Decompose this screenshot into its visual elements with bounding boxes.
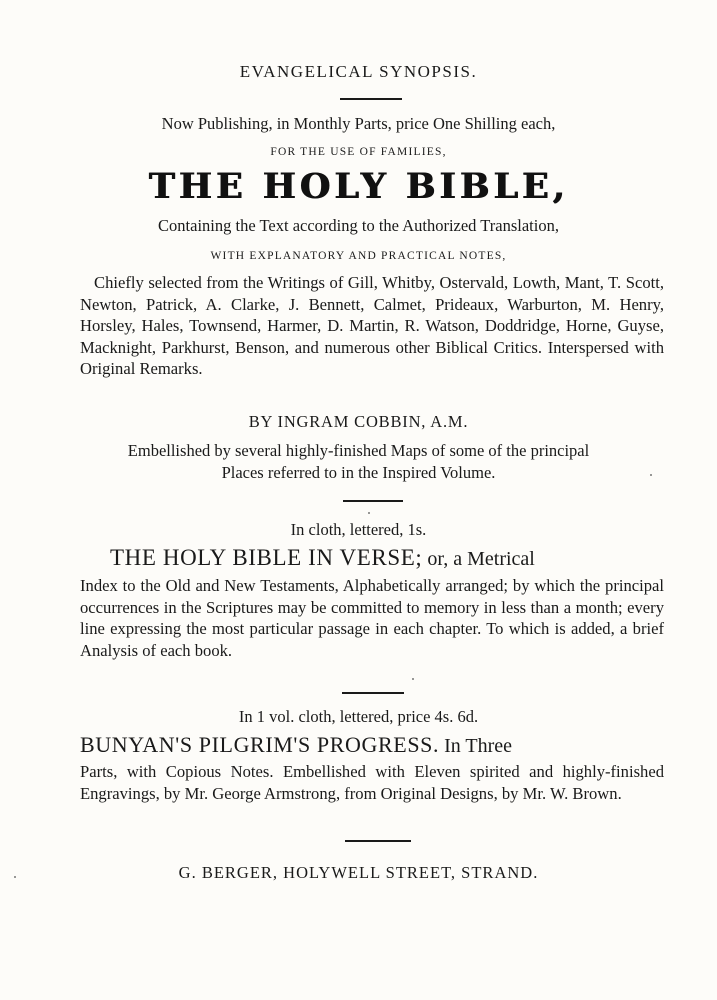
- pilgrim-book-title: BUNYAN'S PILGRIM'S PROGRESS.: [80, 732, 440, 757]
- verse-description: Index to the Old and New Testaments, Alphabetically arranged; by which the principal occurrences in the Scriptures may be committed to memory in less than a month; every line expressing the most particular passage in each chapter. To which is added, a brief Analysis of each book.: [80, 576, 664, 660]
- divider-rule: [343, 500, 403, 502]
- containing-line: Containing the Text according to the Authorized Translation,: [158, 216, 559, 235]
- verse-title-line: [80, 545, 664, 571]
- verse-title-rest: or, a Metrical: [422, 548, 535, 570]
- embellished-line-cont: Places referred to in the Inspired Volume.: [221, 463, 496, 482]
- author-line: BY INGRAM COBBIN, A.M.: [248, 412, 469, 431]
- paper-speck: [14, 876, 16, 878]
- pilgrim-price-line: In 1 vol. cloth, lettered, price 4s. 6d.: [238, 707, 479, 726]
- divider-rule: [342, 692, 404, 694]
- for-families-line: FOR THE USE OF FAMILIES,: [270, 146, 447, 158]
- notes-line: WITH EXPLANATORY AND PRACTICAL NOTES,: [210, 250, 507, 262]
- paper-speck: [412, 678, 414, 680]
- pilgrim-description: Parts, with Copious Notes. Embellished with Eleven spirited and highly-finished Engravings, by Mr. George Armstrong, from Original Designs, by Mr. W. Brown.: [80, 762, 664, 803]
- verse-price-line: In cloth, lettered, 1s.: [290, 520, 427, 539]
- divider-rule: [340, 98, 402, 100]
- pilgrim-title-rest: In Three: [439, 735, 513, 757]
- paper-speck: [650, 474, 652, 476]
- embellished-line: Embellished by several highly-finished Maps of some of the principal: [127, 441, 590, 460]
- publisher-imprint: G. BERGER, HOLYWELL STREET, STRAND.: [178, 863, 539, 882]
- commentators-paragraph: Chiefly selected from the Writings of Gill, Whitby, Ostervald, Lowth, Mant, T. Scott, Newton, Patrick, A. Clarke, J. Bennett, Calmet, Prideaux, Warburton, M. Henry, Horsley, Hales, Townsend, Harmer, D. Martin, R. Watson, Doddridge, Horne, Guyse, Macknight, Parkhurst, Benson, and numerous other Biblical Critics. Interspersed with Original Remarks.: [80, 273, 664, 379]
- publishing-line: Now Publishing, in Monthly Parts, price One Shilling each,: [161, 114, 556, 133]
- page-heading: EVANGELICAL SYNOPSIS.: [239, 62, 478, 81]
- divider-rule: [345, 840, 411, 842]
- book-title-holy-bible: THE HOLY BIBLE,: [148, 166, 569, 207]
- pilgrim-title-line: [80, 732, 664, 758]
- paper-speck: [368, 512, 370, 514]
- verse-book-title: THE HOLY BIBLE IN VERSE;: [110, 545, 423, 570]
